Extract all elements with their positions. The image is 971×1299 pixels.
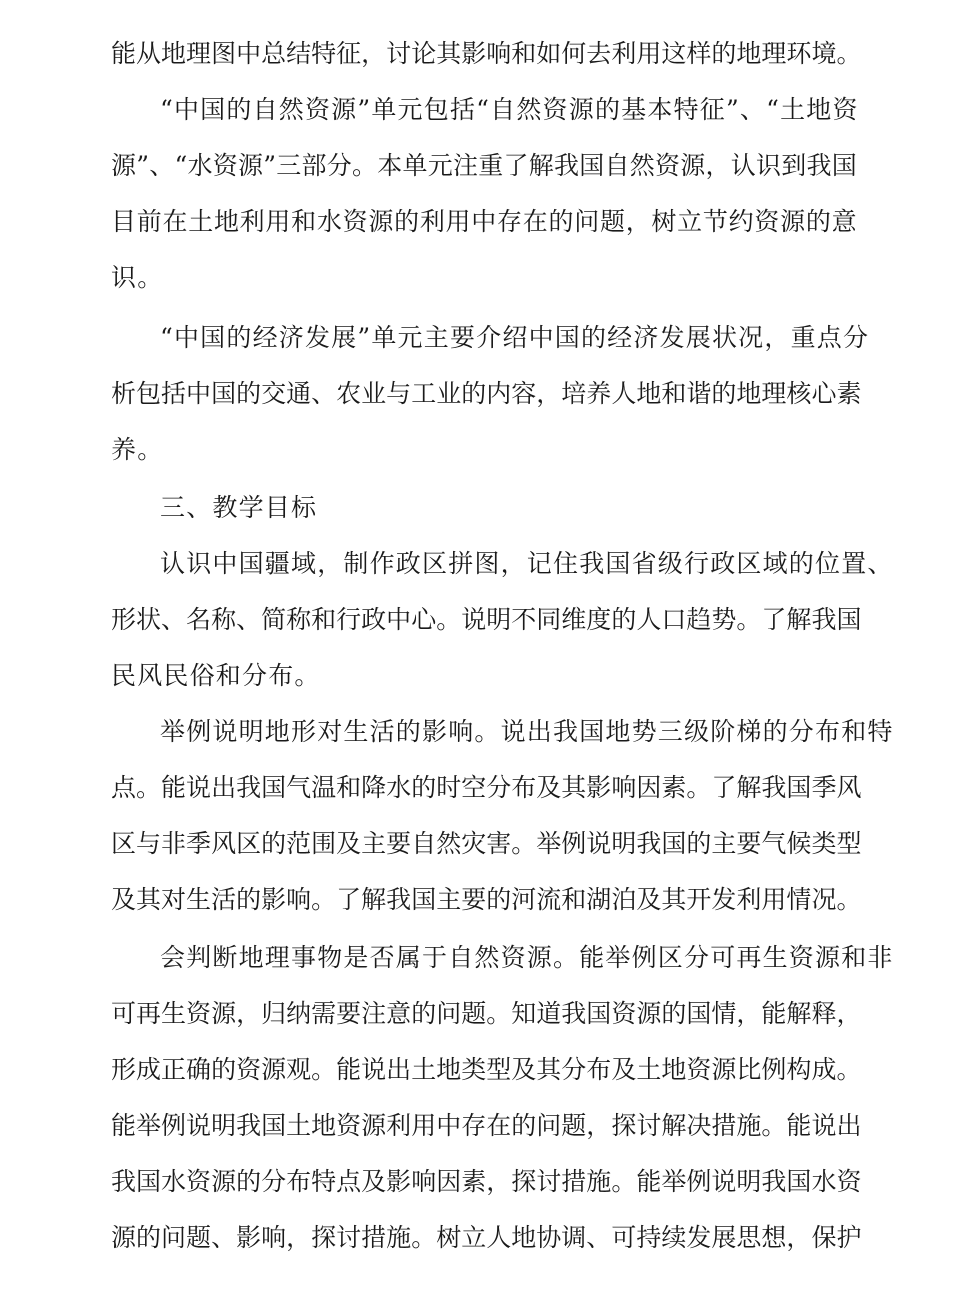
paragraph-first-line: 认识中国疆域，制作政区拼图，记住我国省级行政区域的位置、 bbox=[160, 549, 894, 578]
paragraph-first-line: 举例说明地形对生活的影响。说出我国地势三级阶梯的分布和特 bbox=[160, 717, 894, 746]
text-line: 识。 bbox=[111, 263, 164, 292]
text-line: 及 其 对 生 活 的 影 响 。 了 解 我 国 主 要 的 河 流 和 湖 泊 及 其 开 发 利 用 情 况 。 bbox=[111, 885, 862, 914]
text-line: 民风民俗和分布。 bbox=[111, 661, 321, 690]
paragraph-first-line: “中国的经济发展”单元主要介绍中国的经济发展状况，重点分 bbox=[160, 323, 870, 352]
text-line: 养。 bbox=[111, 435, 164, 464]
paragraph-first-line: 会判断地理事物是否属于自然资源。能举例区分可再生资源和非 bbox=[160, 943, 894, 972]
text-line: 我 国 水 资 源 的 分 布 特 点 及 影 响 因 素 ， 探 讨 措 施 。 能 举 例 说 明 我 国 水 资 bbox=[111, 1167, 862, 1196]
paragraph-first-line: “中国的自然资源”单元包括“自然资源的基本特征”、“土地资 bbox=[160, 95, 859, 124]
text-line: 可 再 生 资 源 ， 归 纳 需 要 注 意 的 问 题 。 知 道 我 国 资 源 的 国 情 ， 能 解 释 ， bbox=[111, 999, 862, 1028]
text-line: 能 从 地 理 图 中 总 结 特 征 ， 讨 论 其 影 响 和 如 何 去 利 用 这 样 的 地 理 环 境 。 bbox=[111, 39, 862, 68]
text-line: 源 ” 、 “ 水 资 源 ” 三 部 分 。 本 单 元 注 重 了 解 我 国 自 然 资 源 ， 认 识 到 我 国 bbox=[111, 151, 857, 180]
text-line: 源 的 问 题 、 影 响 ， 探 讨 措 施 。 树 立 人 地 协 调 、 可 持 续 发 展 思 想 ， 保 护 bbox=[111, 1223, 862, 1252]
text-line: 目 前 在 土 地 利 用 和 水 资 源 的 利 用 中 存 在 的 问 题 ， 树 立 节 约 资 源 的 意 bbox=[111, 207, 857, 236]
text-line: 析 包 括 中 国 的 交 通 、 农 业 与 工 业 的 内 容 ， 培 养 人 地 和 谐 的 地 理 核 心 素 bbox=[111, 379, 862, 408]
text-line: 点 。 能 说 出 我 国 气 温 和 降 水 的 时 空 分 布 及 其 影 响 因 素 。 了 解 我 国 季 风 bbox=[111, 773, 862, 802]
text-line: 形 状 、 名 称 、 简 称 和 行 政 中 心 。 说 明 不 同 维 度 的 人 口 趋 势 。 了 解 我 国 bbox=[111, 605, 862, 634]
text-line: 能 举 例 说 明 我 国 土 地 资 源 利 用 中 存 在 的 问 题 ， 探 讨 解 决 措 施 。 能 说 出 bbox=[111, 1111, 862, 1140]
text-line: 区 与 非 季 风 区 的 范 围 及 主 要 自 然 灾 害 。 举 例 说 明 我 国 的 主 要 气 候 类 型 bbox=[111, 829, 862, 858]
section-heading: 三、教学目标 bbox=[160, 493, 318, 522]
text-line: 形 成 正 确 的 资 源 观 。 能 说 出 土 地 类 型 及 其 分 布 及 土 地 资 源 比 例 构 成 。 bbox=[111, 1055, 862, 1084]
